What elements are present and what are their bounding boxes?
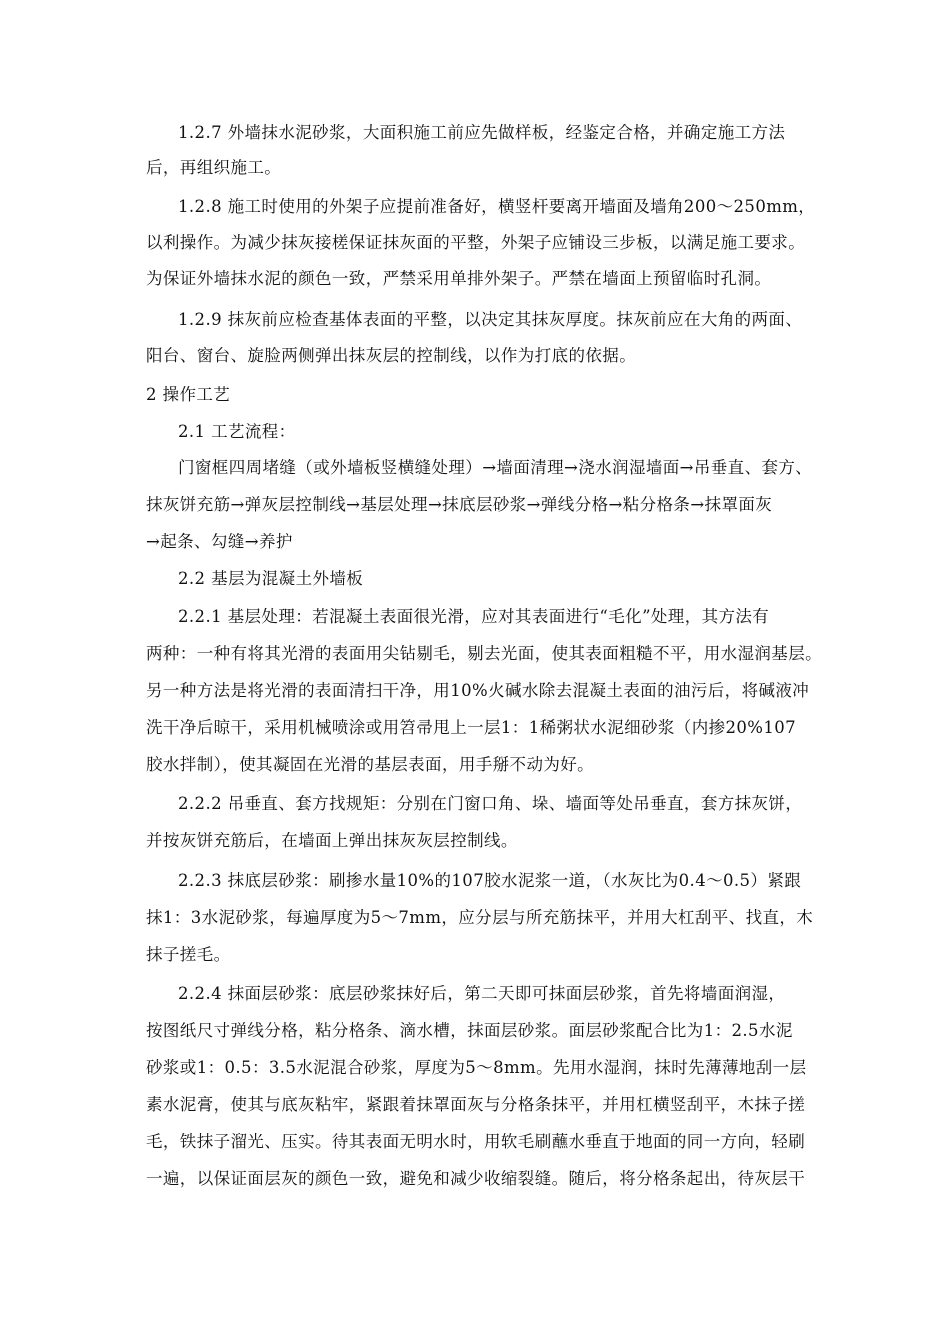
text-line: 1.2.8 施工时使用的外架子应提前准备好，横竖杆要离开墙面及墙角200～250mm， bbox=[178, 197, 816, 216]
subsection-heading: 2.1 工艺流程： bbox=[178, 422, 296, 441]
text-line: 砂浆或1：0.5：3.5水泥混合砂浆，厚度为5～8mm。先用水湿润，抹时先薄薄地刮一层 bbox=[146, 1058, 807, 1077]
text-line: 2.2.3 抹底层砂浆：刷掺水量10%的107胶水泥浆一道，（水灰比为0.4～0.5）紧跟 bbox=[178, 871, 802, 890]
text-line: 2.2.1 基层处理：若混凝土表面很光滑，应对其表面进行“毛化”处理，其方法有 bbox=[178, 607, 770, 626]
text-line: 阳台、窗台、旋脸两侧弹出抹灰层的控制线，以作为打底的依据。 bbox=[146, 346, 637, 365]
text-line: 并按灰饼充筋后，在墙面上弹出抹灰灰层控制线。 bbox=[146, 831, 518, 850]
text-line: 以利操作。为减少抹灰接槎保证抹灰面的平整，外架子应铺设三步板，以满足施工要求。 bbox=[146, 233, 806, 252]
text-line: 抹1：3水泥砂浆，每遍厚度为5～7mm，应分层与所充筋抹平，并用大杠刮平、找直，木 bbox=[146, 908, 814, 927]
text-line: 门窗框四周堵缝（或外墙板竖横缝处理）→墙面清理→浇水润湿墙面→吊垂直、套方、 bbox=[178, 458, 813, 477]
text-line: 抹灰饼充筋→弹灰层控制线→基层处理→抹底层砂浆→弹线分格→粘分格条→抹罩面灰 bbox=[146, 495, 773, 514]
text-line: 2.2.2 吊垂直、套方找规矩：分别在门窗口角、垛、墙面等处吊垂直，套方抹灰饼， bbox=[178, 794, 803, 813]
text-line: 后，再组织施工。 bbox=[146, 158, 282, 177]
subsection-heading: 2.2 基层为混凝土外墙板 bbox=[178, 569, 364, 588]
text-line: 2.2.4 抹面层砂浆：底层砂浆抹好后，第二天即可抹面层砂浆，首先将墙面润湿， bbox=[178, 984, 786, 1003]
text-line: 两种：一种有将其光滑的表面用尖钻剔毛，剔去光面，使其表面粗糙不平，用水湿润基层。 bbox=[146, 644, 822, 663]
section-heading: 2 操作工艺 bbox=[146, 385, 231, 404]
text-line: 素水泥膏，使其与底灰粘牢，紧跟着抹罩面灰与分格条抹平，并用杠横竖刮平，木抹子搓 bbox=[146, 1095, 806, 1114]
text-line: 1.2.9 抹灰前应检查基体表面的平整，以决定其抹灰厚度。抹灰前应在大角的两面、 bbox=[178, 310, 803, 329]
text-line: 抹子搓毛。 bbox=[146, 945, 231, 964]
text-line: →起条、勾缝→养护 bbox=[146, 532, 293, 551]
text-line: 按图纸尺寸弹线分格，粘分格条、滴水槽，抹面层砂浆。面层砂浆配合比为1：2.5水泥 bbox=[146, 1021, 793, 1040]
text-line: 一遍，以保证面层灰的颜色一致，避免和减少收缩裂缝。随后，将分格条起出，待灰层干 bbox=[146, 1169, 806, 1188]
text-line: 为保证外墙抹水泥的颜色一致，严禁采用单排外架子。严禁在墙面上预留临时孔洞。 bbox=[146, 269, 772, 288]
text-line: 另一种方法是将光滑的表面清扫干净，用10%火碱水除去混凝土表面的油污后，将碱液冲 bbox=[146, 681, 810, 700]
text-line: 洗干净后晾干，采用机械喷涂或用笤帚甩上一层1：1稀粥状水泥细砂浆（内掺20%107 bbox=[146, 718, 797, 737]
text-line: 1.2.7 外墙抹水泥砂浆，大面积施工前应先做样板，经鉴定合格，并确定施工方法 bbox=[178, 123, 786, 142]
text-line: 毛，铁抹子溜光、压实。待其表面无明水时，用软毛刷蘸水垂直于地面的同一方向，轻刷 bbox=[146, 1132, 806, 1151]
text-line: 胶水拌制），使其凝固在光滑的基层表面，用手掰不动为好。 bbox=[146, 755, 595, 774]
